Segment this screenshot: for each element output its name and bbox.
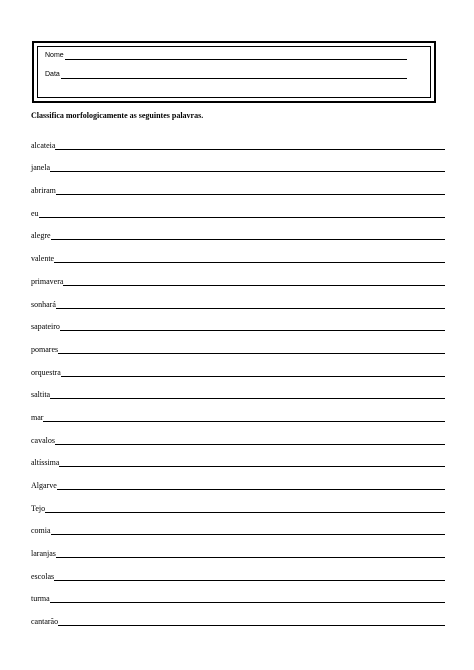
date-field[interactable]: [45, 71, 407, 79]
answer-blank-line[interactable]: [59, 459, 445, 467]
word-label: abriram: [31, 186, 56, 196]
word-label: primavera: [31, 276, 64, 286]
answer-blank-line[interactable]: [43, 414, 445, 422]
word-row[interactable]: [31, 196, 445, 219]
answer-blank-line[interactable]: [58, 346, 445, 354]
answer-blank-line[interactable]: [51, 527, 445, 535]
word-label: mar: [31, 412, 44, 422]
answer-blank-line[interactable]: [54, 255, 445, 263]
date-blank-line[interactable]: [61, 72, 407, 79]
word-label: orquestra: [31, 367, 61, 377]
word-row[interactable]: [31, 219, 445, 242]
name-field[interactable]: [45, 52, 407, 60]
word-label: Tejo: [31, 503, 46, 513]
answer-blank-line[interactable]: [56, 301, 445, 309]
word-row[interactable]: [31, 582, 445, 605]
answer-blank-line[interactable]: [50, 391, 445, 399]
word-label: Algarve: [31, 481, 57, 490]
answer-blank-line[interactable]: [58, 618, 445, 626]
word-row[interactable]: [31, 241, 445, 264]
answer-blank-line[interactable]: [45, 505, 445, 513]
word-list: [31, 128, 445, 627]
word-label: escolas: [31, 571, 55, 581]
word-label: laranjas: [31, 549, 56, 559]
word-label: saltita: [31, 390, 51, 400]
answer-blank-line[interactable]: [50, 595, 445, 603]
word-label: sapateiro: [31, 322, 60, 332]
word-row[interactable]: [31, 264, 445, 287]
word-row[interactable]: [31, 400, 445, 423]
word-row[interactable]: [31, 173, 445, 196]
answer-blank-line[interactable]: [55, 437, 445, 445]
word-row[interactable]: [31, 559, 445, 582]
word-row[interactable]: [31, 446, 445, 469]
name-blank-line[interactable]: [65, 53, 407, 60]
word-label: alcateia: [31, 140, 56, 150]
word-row[interactable]: [31, 536, 445, 559]
answer-blank-line[interactable]: [55, 142, 445, 150]
word-label: cavalos: [31, 435, 55, 445]
word-row[interactable]: [31, 468, 445, 491]
word-label: eu: [31, 208, 39, 218]
word-row[interactable]: [31, 423, 445, 446]
answer-blank-line[interactable]: [56, 550, 445, 558]
word-row[interactable]: [31, 310, 445, 333]
word-row[interactable]: [31, 287, 445, 310]
word-label: pomares: [31, 344, 59, 354]
word-row[interactable]: [31, 604, 445, 627]
word-row[interactable]: [31, 355, 445, 378]
header-box: [32, 41, 436, 103]
word-row[interactable]: [31, 128, 445, 151]
word-label: cantarão: [31, 617, 59, 627]
word-label: comia: [31, 526, 51, 536]
answer-blank-line[interactable]: [50, 164, 445, 172]
date-label: Data: [45, 71, 60, 78]
word-label: turma: [31, 594, 50, 604]
word-row[interactable]: [31, 378, 445, 401]
word-row[interactable]: [31, 514, 445, 537]
word-label: janela: [31, 163, 51, 173]
word-label: altíssima: [31, 458, 60, 468]
word-label: sonhará: [31, 299, 56, 309]
word-row[interactable]: [31, 491, 445, 514]
word-label: alegre: [31, 231, 51, 241]
answer-blank-line[interactable]: [56, 187, 445, 195]
answer-blank-line[interactable]: [63, 278, 445, 286]
answer-blank-line[interactable]: [60, 323, 445, 331]
answer-blank-line[interactable]: [61, 369, 445, 377]
answer-blank-line[interactable]: [39, 210, 445, 218]
answer-blank-line[interactable]: [57, 482, 445, 490]
answer-blank-line[interactable]: [51, 232, 445, 240]
instruction-heading: Classifica morfologicamente as seguintes palavras.: [31, 111, 204, 120]
word-row[interactable]: [31, 151, 445, 174]
word-row[interactable]: [31, 332, 445, 355]
word-label: valente: [31, 254, 55, 264]
name-label: Nome: [45, 52, 64, 59]
answer-blank-line[interactable]: [54, 573, 445, 581]
